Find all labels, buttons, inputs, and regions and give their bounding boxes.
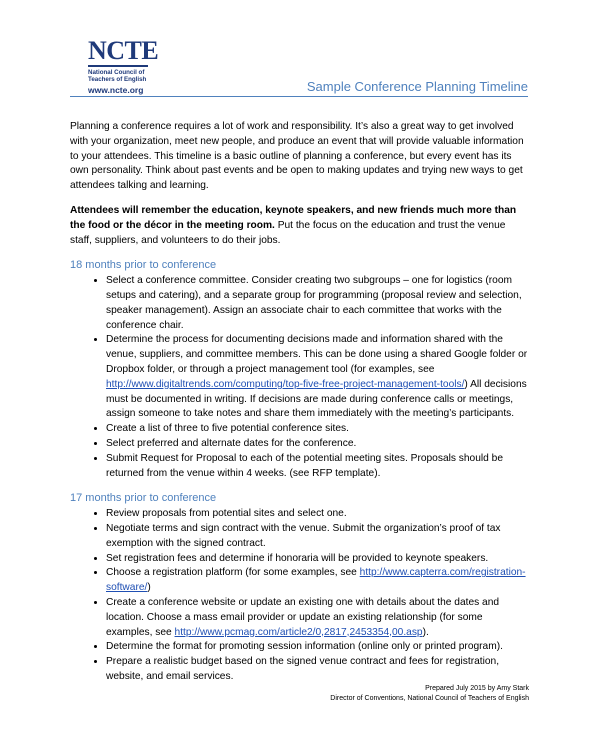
pcmag-link[interactable]: http://www.pcmag.com/article2/0,2817,2453354,00.asp <box>174 626 423 638</box>
emphasis-bold: Attendees will remember the education, keynote speakers, and new friends much more than the food or the décor in the meeting room. <box>70 204 517 231</box>
page-title: Sample Conference Planning Timeline <box>306 79 528 94</box>
list-item: • Select a conference committee. Consider creating two subgroups – one for logistics (room setups and catering), and a separate group for programming (proposal review and selection, speaker management). Assign an associate chair to each committee that works with the conference chair. <box>106 274 530 333</box>
logo-org-line1: National Council of <box>88 69 145 76</box>
digitaltrends-link[interactable]: http://www.digitaltrends.com/computing/top-five-free-project-management-tools/ <box>106 378 465 390</box>
list-item: • Negotiate terms and sign contract with the venue. Submit the organization’s proof of tax exemption with the signed contract. <box>106 522 530 552</box>
item-text: ). <box>422 626 429 638</box>
list-item <box>106 596 530 640</box>
title-divider <box>70 96 528 97</box>
emphasis-paragraph <box>70 204 530 248</box>
item-text: Create a conference website or update an existing one with details about the dates and location. Choose a mass email provider or update an existing relationship (for some examples, see <box>106 596 500 638</box>
list-item: • Submit Request for Proposal to each of the potential meeting sites. Proposals should be returned from the venue within 4 weeks. (see RFP template). <box>106 452 530 482</box>
logo-mark: NCTE <box>88 36 159 65</box>
footer-line2: Director of Conventions, National Council of Teachers of English <box>330 695 529 702</box>
list-item: • Create a list of three to five potential conference sites. <box>106 422 530 437</box>
logo-url[interactable]: www.ncte.org <box>88 85 144 95</box>
list-18-months <box>70 274 530 481</box>
logo-rule <box>88 65 148 67</box>
item-text: ) All decisions must be documented in writing. If decisions are made during conference calls or meetings, assign someone to take notes and share them immediately with the meeting’s participants. <box>106 378 527 420</box>
list-item: • Review proposals from potential sites and select one. <box>106 507 530 522</box>
emphasis-rest: Put the focus on the education and trust the venue staff, suppliers, and volunteers to do their jobs. <box>70 219 506 246</box>
list-item: • Set registration fees and determine if honoraria will be provided to keynote speakers. <box>106 552 530 567</box>
item-text: ) <box>147 582 151 594</box>
footer <box>330 684 529 704</box>
capterra-link[interactable]: http://www.capterra.com/registration-software/ <box>106 567 526 594</box>
list-item <box>106 566 530 596</box>
list-item: • Determine the format for promoting session information (online only or printed program). <box>106 640 530 655</box>
list-item: • Prepare a realistic budget based on the signed venue contract and fees for registration, website, and email services. <box>106 655 530 685</box>
section-heading-18-months: 18 months prior to conference <box>70 259 217 272</box>
item-text: Choose a registration platform (for some examples, see <box>106 567 360 579</box>
item-text: Determine the process for documenting decisions made and information shared with the venue, suppliers, and committee members. This can be done using a shared Google folder or Dropbox folder, or through a project management tool (for examples, see <box>106 334 528 375</box>
document-body <box>70 120 530 695</box>
list-item: • Select preferred and alternate dates for the conference. <box>106 437 530 452</box>
list-item <box>106 333 530 422</box>
ncte-logo <box>88 38 158 95</box>
section-heading-17-months: 17 months prior to conference <box>70 492 217 505</box>
footer-line1: Prepared July 2015 by Amy Stark <box>425 685 529 692</box>
list-17-months <box>70 507 530 685</box>
logo-org-line2: Teachers of English <box>88 76 147 83</box>
intro-paragraph: Planning a conference requires a lot of work and responsibility. It’s also a great way to get involved with your organization, meet new people, and produce an event that will provide valuable information to your attendees. This timeline is a basic outline of planning a conference, but every event has its own personality. Think about past events and be open to making updates and trying new ways to get attendees talking and learning. <box>70 121 524 192</box>
